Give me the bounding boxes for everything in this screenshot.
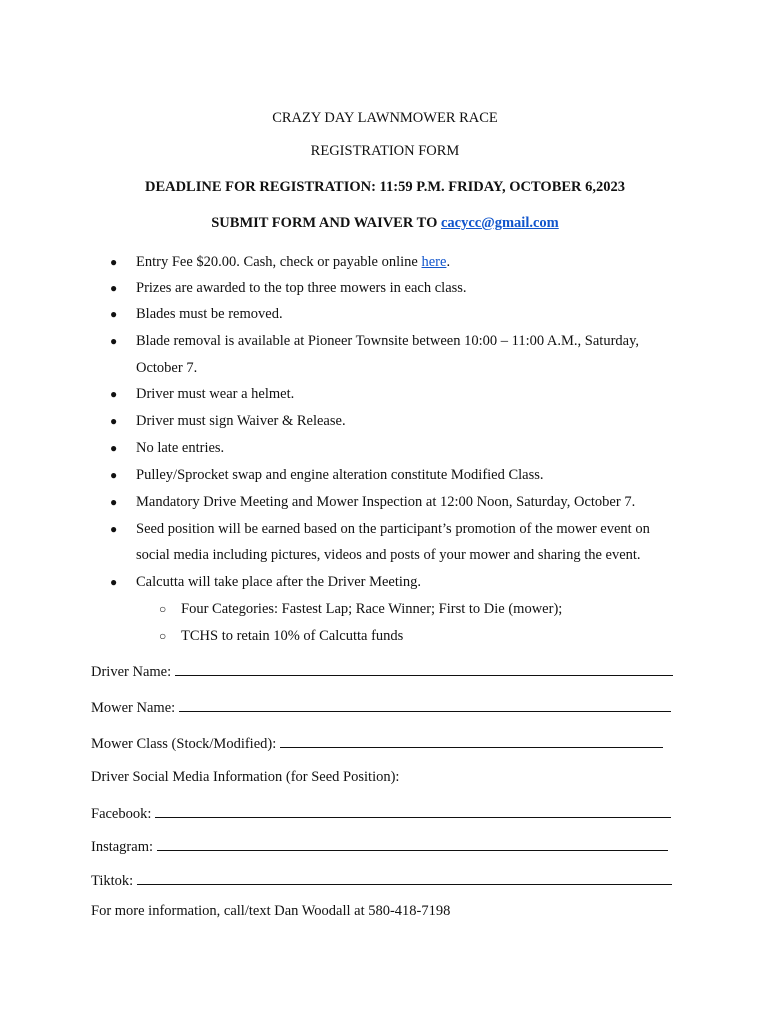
list-item [110,408,696,435]
bullet-icon: ● [110,468,118,482]
registration-deadline: DEADLINE FOR REGISTRATION: 11:59 P.M. FRIDAY, OCTOBER 6,2023 [144,179,626,195]
list-item [110,249,696,276]
sub-list-item [159,623,404,650]
instagram-field [91,836,668,856]
bullet-icon: ● [110,281,118,295]
list-item [110,275,696,302]
rule-text: Driver must sign Waiver & Release. [136,413,346,429]
rule-text: Mandatory Drive Meeting and Mower Inspection at 12:00 Noon, Saturday, October 7. [136,494,636,510]
rule-text: Blades must be removed. [136,306,283,322]
driver-name-field [91,661,673,681]
bullet-icon: ● [110,255,118,269]
bullet-icon: ● [110,414,118,428]
list-item-continuation [136,542,696,569]
circle-bullet-icon: ○ [159,629,167,643]
entry-fee-text: Entry Fee $20.00. Cash, check or payable online [136,254,422,270]
tiktok-field [91,870,672,890]
rule-text: Seed position will be earned based on the participant’s promotion of the mower event on [136,521,650,537]
list-item [110,301,696,328]
rule-text: October 7. [136,360,198,376]
form-subtitle: REGISTRATION FORM [310,143,460,159]
mower-name-field [91,697,671,717]
tiktok-label: Tiktok: [91,873,134,889]
list-item [110,569,696,596]
social-media-heading: Driver Social Media Information (for Seed Position): [91,769,400,785]
rule-text: Pulley/Sprocket swap and engine alteration constitute Modified Class. [136,467,544,483]
bullet-icon: ● [110,495,118,509]
list-item [110,489,696,516]
sub-list-item [159,596,563,623]
instagram-label: Instagram: [91,839,154,855]
facebook-input-line[interactable] [155,803,671,818]
entry-fee-suffix: . [446,254,451,270]
list-item [110,462,696,489]
rule-text: Prizes are awarded to the top three mowers in each class. [136,280,467,296]
contact-info: For more information, call/text Dan Woodall at 580-418-7198 [91,903,451,919]
bullet-icon: ● [110,522,118,536]
pay-online-link[interactable]: here [421,254,447,270]
submit-instructions [0,215,770,232]
facebook-label: Facebook: [91,806,152,822]
driver-name-label: Driver Name: [91,664,172,680]
rule-text: No late entries. [136,440,225,456]
circle-bullet-icon: ○ [159,602,167,616]
rule-text: Driver must wear a helmet. [136,386,295,402]
driver-name-input-line[interactable] [175,661,673,676]
list-item [110,516,696,543]
sub-rule-text: Four Categories: Fastest Lap; Race Winner; First to Die (mower); [181,601,563,617]
mower-name-input-line[interactable] [179,697,671,712]
bullet-icon: ● [110,387,118,401]
bullet-icon: ● [110,441,118,455]
mower-class-label: Mower Class (Stock/Modified): [91,736,277,752]
tiktok-input-line[interactable] [137,870,672,885]
submit-prefix: SUBMIT FORM AND WAIVER TO [211,215,441,231]
mower-class-field [91,733,663,753]
sub-rule-text: TCHS to retain 10% of Calcutta funds [181,628,404,644]
list-item [110,328,696,355]
submit-email-link[interactable]: cacycc@gmail.com [441,215,559,231]
mower-class-input-line[interactable] [280,733,663,748]
bullet-icon: ● [110,334,118,348]
facebook-field [91,803,671,823]
instagram-input-line[interactable] [157,836,668,851]
bullet-icon: ● [110,575,118,589]
rule-text: social media including pictures, videos and posts of your mower and sharing the event. [136,547,641,563]
mower-name-label: Mower Name: [91,700,176,716]
form-title: CRAZY DAY LAWNMOWER RACE [272,110,498,126]
list-item [110,381,696,408]
list-item-continuation [136,355,696,382]
rule-text: Calcutta will take place after the Driver Meeting. [136,574,422,590]
list-item [110,435,696,462]
bullet-icon: ● [110,307,118,321]
rule-text: Blade removal is available at Pioneer Townsite between 10:00 – 11:00 A.M., Saturday, [136,333,640,349]
